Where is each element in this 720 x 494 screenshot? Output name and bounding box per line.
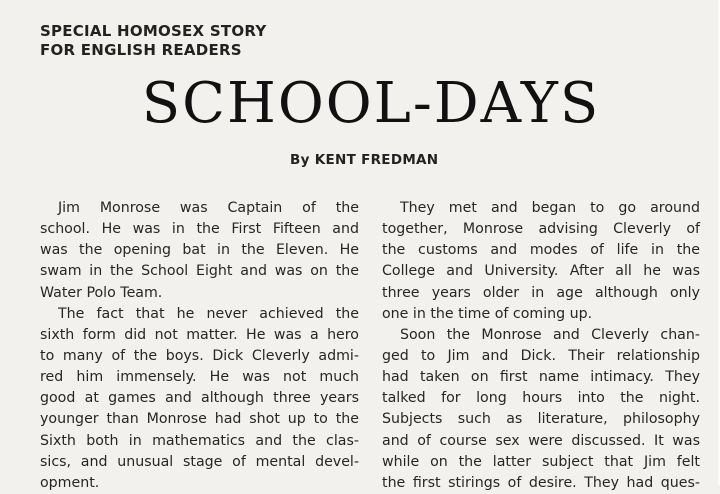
text-line: Jim Monrose was Captain of the — [58, 200, 359, 216]
text-line: was the opening bat in the Eleven. He — [40, 242, 359, 259]
text-line: and of course sex were discussed. It was — [382, 432, 700, 449]
text-line: together, Monrose advising Cleverly of — [382, 221, 700, 238]
kicker-line-1: SPECIAL HOMOSEX STORY — [40, 22, 267, 40]
text-line: College and University. After all he was — [382, 263, 700, 280]
text-line: sics, and unusual stage of mental devel- — [40, 453, 359, 470]
text-line: the first stirings of desire. They had ques- — [382, 474, 700, 491]
text-line: good at games and although three years — [40, 390, 359, 407]
text-line: Soon the Monrose and Cleverly chan- — [400, 326, 700, 343]
text-line: younger than Monrose had shot up to the — [40, 411, 359, 428]
text-line: to many of the boys. Dick Cleverly admi- — [40, 347, 359, 364]
text-line: talked for long hours into the night. — [382, 390, 700, 407]
left-text-column — [40, 198, 359, 494]
text-line: three years older in age although only — [382, 284, 700, 301]
text-line: opment. — [40, 474, 100, 491]
text-line: while on the latter subject that Jim felt — [382, 453, 700, 470]
right-text-column — [382, 198, 700, 494]
text-line: Subjects such as literature, philosophy — [382, 411, 700, 428]
text-line: The fact that he never achieved the — [58, 305, 359, 322]
text-line: one in the time of coming up. — [382, 305, 593, 322]
text-line: the customs and modes of life in the — [382, 242, 700, 259]
article-title: SCHOOL-DAYS — [141, 71, 601, 136]
text-line: sixth form did not matter. He was a hero — [40, 326, 359, 343]
author-byline: By KENT FREDMAN — [290, 152, 439, 168]
text-line: ged to Jim and Dick. Their relationship — [382, 347, 700, 364]
text-line: Water Polo Team. — [40, 284, 163, 301]
text-line: swam in the School Eight and was on the — [40, 263, 359, 280]
text-line: Sixth both in mathematics and the clas- — [40, 432, 359, 449]
text-line: had taken on first name intimacy. They — [382, 369, 700, 386]
text-line: They met and began to go around — [400, 200, 700, 216]
story-kicker — [40, 22, 266, 60]
text-line: red him immensely. He was not much — [40, 369, 359, 386]
text-line: school. He was in the First Fifteen and — [40, 221, 359, 238]
kicker-line-2: FOR ENGLISH READERS — [40, 41, 242, 59]
